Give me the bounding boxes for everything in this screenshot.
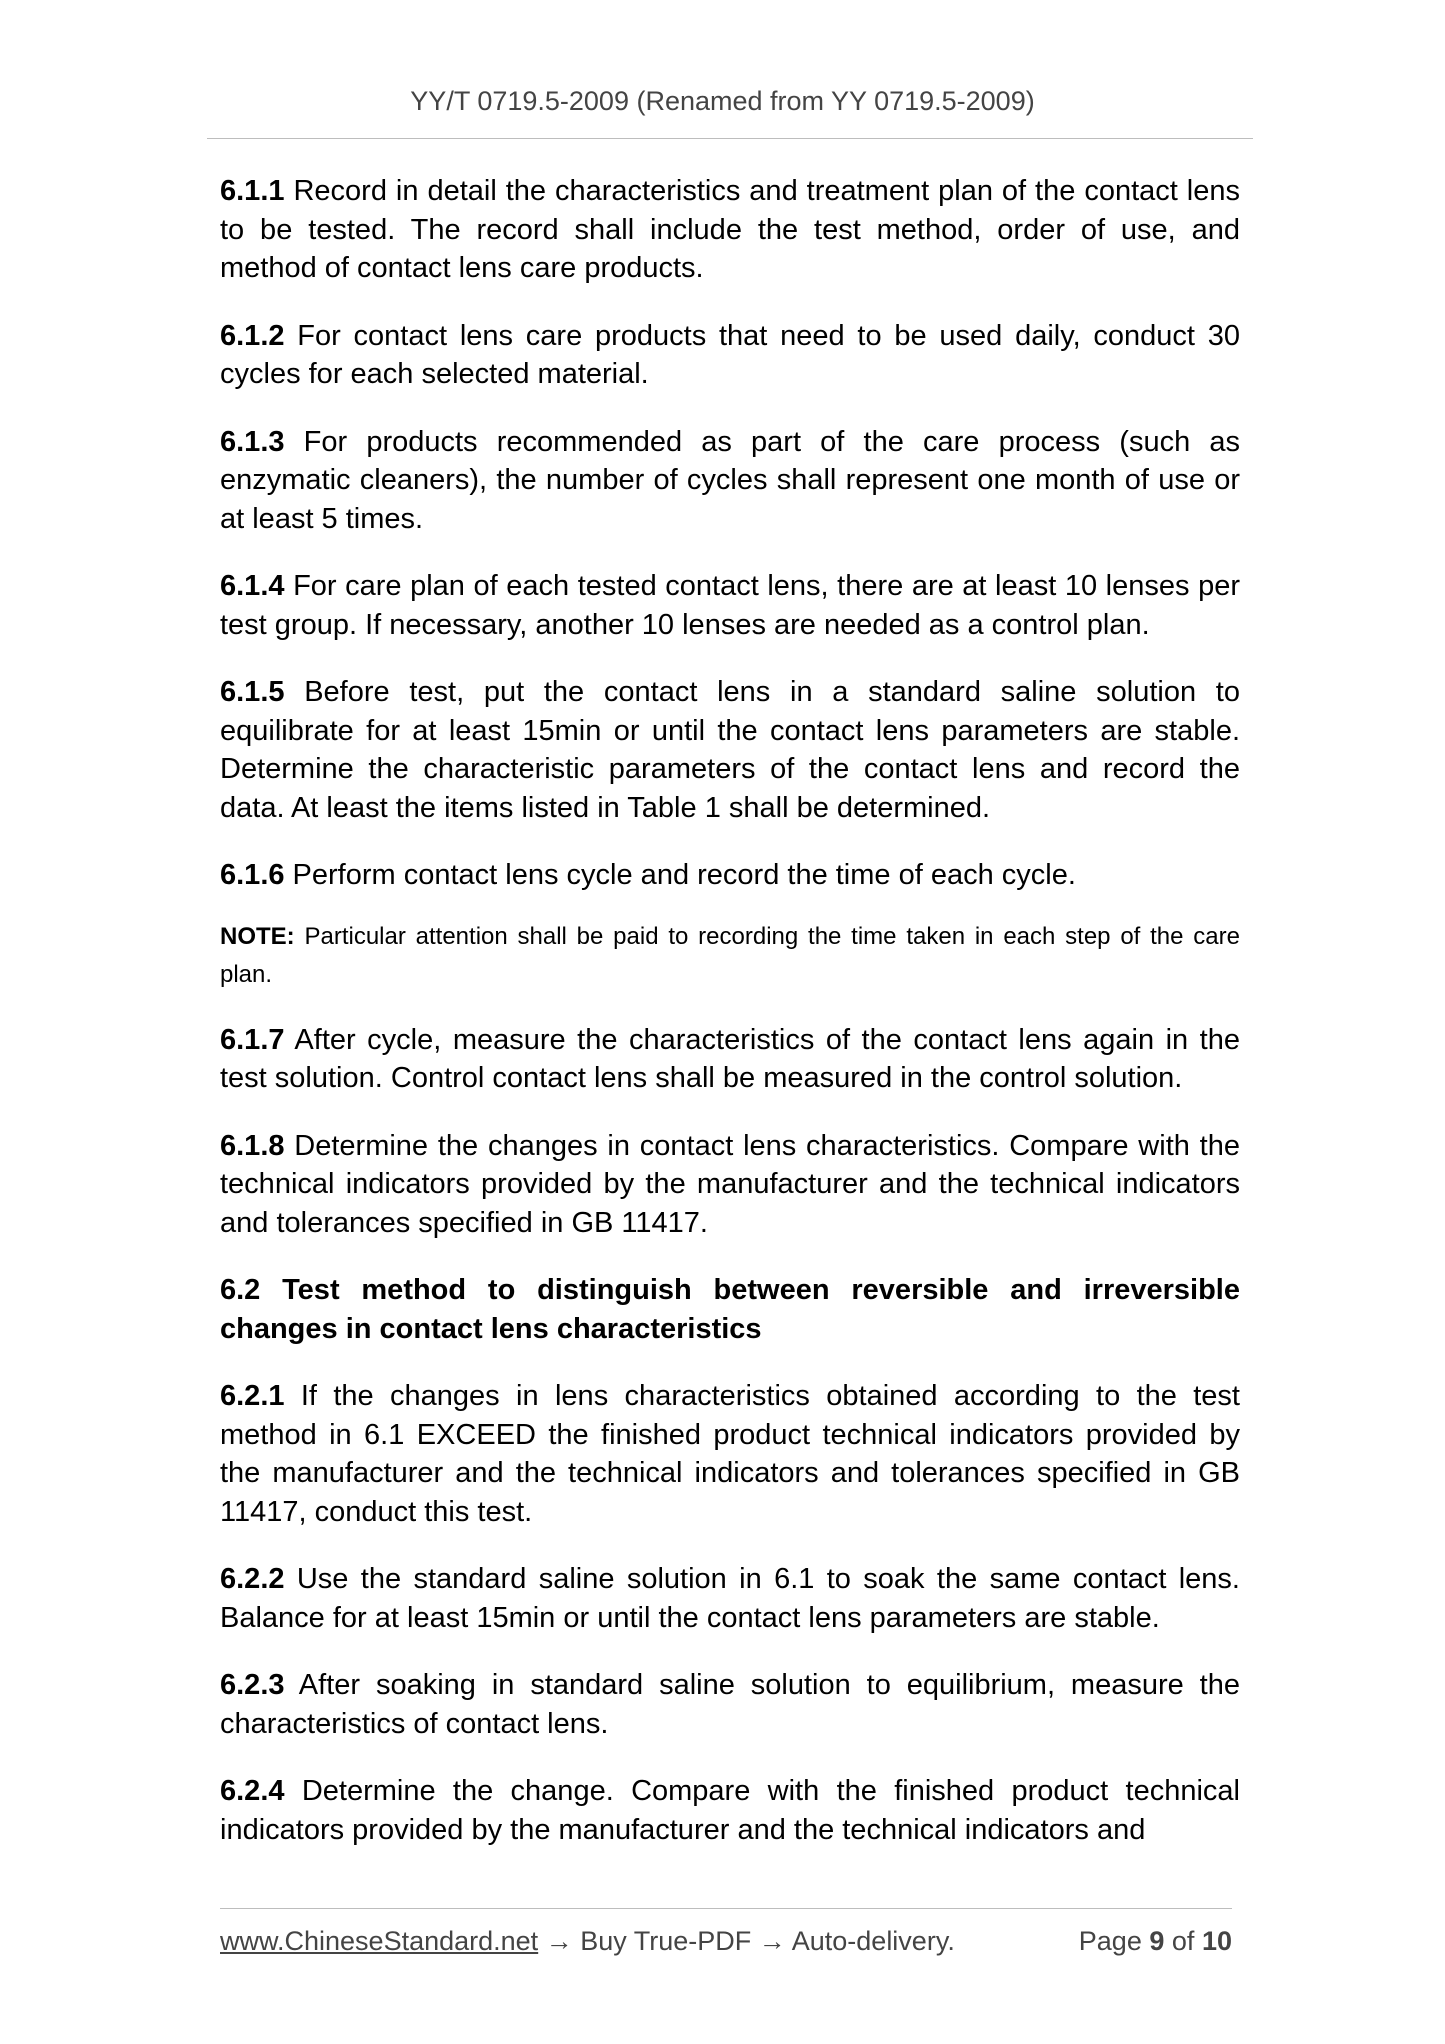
clause-number: 6.2.1 <box>220 1380 285 1412</box>
clause-text: For contact lens care products that need to be used daily, conduct 30 cycles for each selected material. <box>220 319 1240 390</box>
clause-6-2-2 <box>220 1560 1240 1637</box>
clause-text: For care plan of each tested contact lens, there are at least 10 lenses per test group. If necessary, another 10 lenses are needed as a control plan. <box>220 570 1240 641</box>
clause-text: Determine the change. Compare with the finished product technical indicators provided by the manufacturer and the technical indicators and <box>220 1775 1240 1846</box>
clause-number: 6.1.6 <box>220 859 285 891</box>
footer-text: → Buy True-PDF → Auto-delivery. <box>538 1926 955 1956</box>
clause-number: 6.1.3 <box>220 425 285 458</box>
of-label: of <box>1171 1926 1195 1956</box>
footer-divider <box>220 1908 1232 1909</box>
clause-6-1-1 <box>220 172 1240 288</box>
page-indicator <box>1079 1926 1232 1957</box>
clause-number: 6.1.2 <box>220 319 285 352</box>
clause-text: Use the standard saline solution in 6.1 to soak the same contact lens. Balance for at least 15min or until the contact lens parameters are stable. <box>220 1563 1240 1634</box>
clause-number: 6.1.7 <box>220 1023 285 1056</box>
clause-6-1-4 <box>220 567 1240 644</box>
clause-number: 6.2.3 <box>220 1669 285 1701</box>
clause-text: Before test, put the contact lens in a standard saline solution to equilibrate for at least 15min or until the contact lens parameters are stable. Determine the characteristic parameters of the contact lens and record the data. At least the items listed in Table 1 shall be determined. <box>220 676 1240 824</box>
clause-text: Record in detail the characteristics and treatment plan of the contact lens to be tested. The record shall include the test method, order of use, and method of contact lens care products. <box>220 175 1240 284</box>
clause-number: 6.2.4 <box>220 1775 285 1807</box>
clause-6-1-3 <box>220 423 1240 539</box>
clause-6-1-6 <box>220 856 1240 895</box>
clause-text: If the changes in lens characteristics obtained according to the test method in 6.1 EXCEED the finished product technical indicators provided by the manufacturer and the technical indicators and tolerances specified in GB 11417, conduct this test. <box>220 1380 1240 1528</box>
note-label: NOTE: <box>220 922 295 950</box>
clause-text: Perform contact lens cycle and record the time of each cycle. <box>284 859 1076 891</box>
clause-number: 6.1.5 <box>220 676 285 708</box>
clause-number: 6.1.8 <box>220 1129 285 1162</box>
clause-6-1-8 <box>220 1127 1240 1243</box>
clause-6-1-2 <box>220 317 1240 394</box>
page-header: YY/T 0719.5-2009 (Renamed from YY 0719.5-2009) <box>410 86 1035 116</box>
clause-number: 6.1.1 <box>220 175 285 207</box>
clause-text: For products recommended as part of the care process (such as enzymatic cleaners), the number of cycles shall represent one month of use or at least 5 times. <box>220 425 1240 535</box>
page-footer <box>220 1926 1232 1957</box>
clause-number: 6.2.2 <box>220 1563 285 1595</box>
clause-number: 6.1.4 <box>220 570 285 602</box>
page-number: 9 <box>1149 1926 1165 1956</box>
clause-6-2-4 <box>220 1772 1240 1849</box>
section-heading-6-2: 6.2 Test method to distinguish between reversible and irreversible changes in contact lens characteristics <box>220 1274 1240 1345</box>
page-total: 10 <box>1201 1926 1232 1956</box>
header-divider <box>207 138 1253 139</box>
note-text: Particular attention shall be paid to recording the time taken in each step of the care plan. <box>220 922 1240 988</box>
clause-6-1-5 <box>220 673 1240 827</box>
page-label: Page <box>1078 1926 1142 1956</box>
clause-6-2-3 <box>220 1666 1240 1743</box>
note <box>220 918 1240 995</box>
clause-text: After cycle, measure the characteristics of the contact lens again in the test solution. Control contact lens shall be measured in the control solution. <box>220 1023 1240 1094</box>
clause-6-1-7 <box>220 1021 1240 1098</box>
clause-text: Determine the changes in contact lens characteristics. Compare with the technical indicators provided by the manufacturer and the technical indicators and tolerances specified in GB 11417. <box>220 1129 1240 1239</box>
clause-6-2-1 <box>220 1377 1240 1531</box>
clause-text: After soaking in standard saline solution to equilibrium, measure the characteristics of contact lens. <box>220 1669 1240 1740</box>
website-link[interactable]: www.ChineseStandard.net <box>220 1926 539 1956</box>
document-body <box>220 172 1240 1878</box>
